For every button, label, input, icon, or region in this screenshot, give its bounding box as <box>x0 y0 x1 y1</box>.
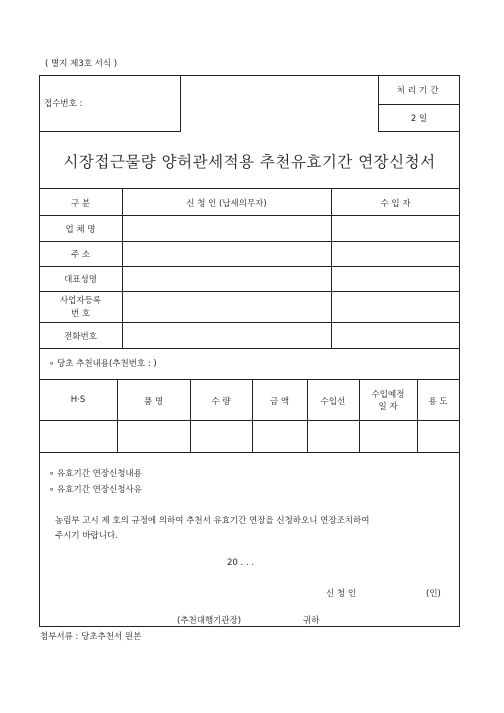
importer-representative-field[interactable] <box>332 267 459 291</box>
divider <box>180 75 181 132</box>
header-planned-date: 일 자 <box>378 402 398 412</box>
row-address: 주 소 <box>70 250 91 260</box>
row-company-name: 업 체 명 <box>65 225 96 235</box>
usage-field[interactable] <box>418 421 459 452</box>
row-representative: 대표성명 <box>64 275 97 285</box>
divider <box>39 348 460 349</box>
receipt-number-label: 접수번호 : <box>44 99 83 109</box>
seal-label: (인) <box>426 589 441 599</box>
border-top <box>39 75 460 76</box>
applicant-business-number-field[interactable] <box>123 292 331 322</box>
page-title: 시장접근물량 양허관세적용 추천유효기간 연장신청서 <box>63 153 436 171</box>
importer-business-number-field[interactable] <box>332 292 459 322</box>
row-phone: 전화번호 <box>64 332 97 342</box>
applicant-address-field[interactable] <box>123 242 331 266</box>
importer-address-field[interactable] <box>332 242 459 266</box>
divider <box>39 452 460 453</box>
statement-line1: 농림부 고시 제 호의 규정에 의하여 추천서 유효기간 연장을 신청하오니 연장조치하여 <box>55 516 370 526</box>
import-source-field[interactable] <box>308 421 359 452</box>
importer-company-field[interactable] <box>332 216 459 241</box>
col-category: 구 분 <box>70 199 91 209</box>
amount-field[interactable] <box>253 421 307 452</box>
statement-line2: 주시기 바랍니다. <box>55 531 118 541</box>
original-recommendation: ∘ 당초 추천내용(추천번호 : ) <box>49 359 157 369</box>
col-importer: 수 입 자 <box>380 199 411 209</box>
header-item-name: 품 명 <box>143 397 164 407</box>
col-applicant: 신 청 인 (납세의무자) <box>186 199 267 209</box>
divider <box>39 131 180 132</box>
honorific-label: 귀하 <box>303 616 320 626</box>
date-line: 20 . . . <box>227 558 255 568</box>
header-quantity: 수 량 <box>211 397 231 407</box>
processing-period-label: 처리기간 <box>396 86 442 96</box>
header-import-source: 수입선 <box>320 397 346 407</box>
hs-field[interactable] <box>40 421 117 452</box>
applicant-company-field[interactable] <box>123 216 331 241</box>
planned-date-field[interactable] <box>360 421 417 452</box>
row-business-reg-number: 번 호 <box>70 309 91 319</box>
extension-content-label: ∘ 유효기간 연장신청내용 <box>49 469 142 479</box>
item-name-field[interactable] <box>118 421 190 452</box>
form-reference: ( 별지 제3호 서식 ) <box>45 59 118 69</box>
applicant-representative-field[interactable] <box>123 267 331 291</box>
processing-period-value: 2 일 <box>410 114 428 124</box>
header-planned-import: 수입예정 <box>371 390 405 400</box>
quantity-field[interactable] <box>191 421 252 452</box>
recipient-label: (추천대행기관장) <box>177 616 242 626</box>
divider <box>39 379 460 380</box>
attachment-note: 첨부서류 : 당초추천서 원본 <box>40 632 142 642</box>
header-hs: H·S <box>70 395 86 405</box>
applicant-phone-field[interactable] <box>123 323 331 348</box>
signature-label: 신 청 인 <box>326 589 357 599</box>
header-usage: 용 도 <box>428 397 448 407</box>
header-amount: 금 액 <box>269 397 290 407</box>
row-business-reg: 사업자등록 <box>59 296 102 306</box>
border-bottom <box>39 626 460 627</box>
importer-phone-field[interactable] <box>332 323 459 348</box>
extension-reason-label: ∘ 유효기간 연장신청사유 <box>49 485 142 495</box>
divider <box>378 104 460 105</box>
divider <box>39 188 460 189</box>
divider <box>378 131 460 132</box>
